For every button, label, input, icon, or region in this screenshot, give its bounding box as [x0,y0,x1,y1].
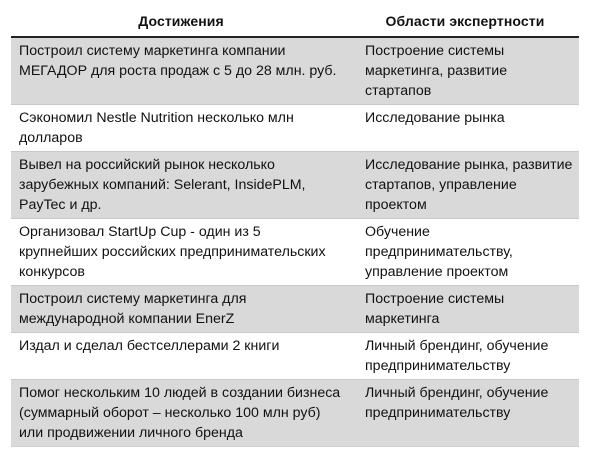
expertise-cell: Личный брендинг, обучение предпринимательству [351,380,579,447]
table-row [11,105,579,152]
achievements-table [11,6,579,447]
table-row [11,286,579,333]
expertise-cell: Исследование рынка, развитие стартапов, управление проектом [351,152,579,219]
expertise-cell: Обучение предпринимательству, управление проектом [351,219,579,286]
achievement-cell: Сэкономил Nestle Nutrition несколько млн долларов [11,105,351,152]
table-row [11,333,579,380]
achievement-cell: Издал и сделал бестселлерами 2 книги [11,333,351,380]
table-header-row [11,6,579,37]
expertise-cell: Исследование рынка [351,105,579,152]
table-row [11,380,579,447]
achievements-table-container [11,6,579,447]
achievement-cell: Построил систему маркетинга для международной компании EnerZ [11,286,351,333]
expertise-cell: Личный брендинг, обучение предпринимательству [351,333,579,380]
achievement-cell: Организовал StartUp Cup - один из 5 крупнейших российских предпринимательских конкурсов [11,219,351,286]
header-achievements: Достижения [11,6,351,37]
achievement-cell: Построил систему маркетинга компании МЕГАДОР для роста продаж с 5 до 28 млн. руб. [11,37,351,105]
achievement-cell: Вывел на российский рынок несколько зарубежных компаний: Selerant, InsidePLM, PayTec и др. [11,152,351,219]
table-row [11,219,579,286]
header-expertise: Области экспертности [351,6,579,37]
expertise-cell: Построение системы маркетинга, развитие стартапов [351,37,579,105]
table-row [11,152,579,219]
expertise-cell: Построение системы маркетинга [351,286,579,333]
table-row [11,37,579,105]
achievement-cell: Помог нескольким 10 людей в создании бизнеса (суммарный оборот – несколько 100 млн руб) или продвижении личного бренда [11,380,351,447]
